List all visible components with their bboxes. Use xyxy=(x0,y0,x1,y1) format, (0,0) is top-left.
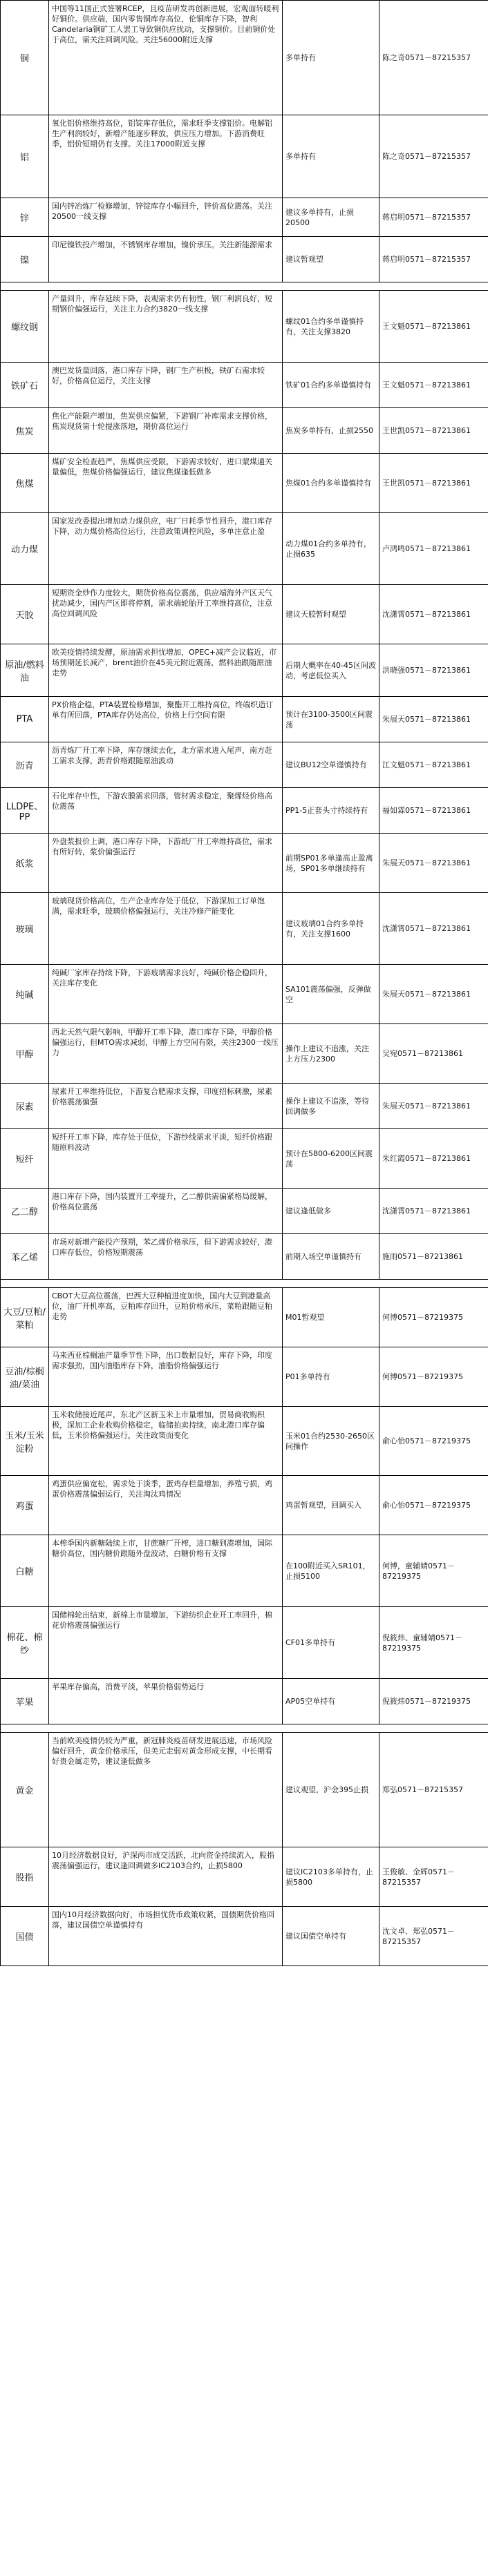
analyst-contact: 福如霖0571－87213861 xyxy=(379,788,488,834)
market-view: 国储棉轮出结束，新棉上市量增加，下游纺织企业开工率回升，棉花价格震荡偏强运行 xyxy=(49,1607,283,1679)
analyst-contact: 王世凯0571－87213861 xyxy=(379,454,488,513)
table-row xyxy=(1,237,488,282)
analyst-contact: 蒋启明0571－87215357 xyxy=(379,198,488,237)
market-view: 沥青炼厂开工率下降，库存继续去化，北方需求进入尾声，南方赶工需求支撑，沥青价格跟随原油波动 xyxy=(49,742,283,788)
strategy: 建议IC2103多单持有，止损5800 xyxy=(283,1847,379,1907)
section-divider xyxy=(1,1724,488,1733)
market-view: 焦化产能限产增加，焦炭供应偏紧，下游钢厂补库需求支撑价格，焦炭现货第十轮提涨落地，期价高位运行 xyxy=(49,408,283,454)
commodity-name: 黄金 xyxy=(1,1733,49,1847)
analyst-contact: 蒋启明0571－87215357 xyxy=(379,237,488,282)
market-view: 外盘浆报价上调，港口库存下降，下游纸厂开工率维持高位，需求有所好转，浆价偏强运行 xyxy=(49,834,283,893)
commodity-name: 焦煤 xyxy=(1,454,49,513)
analyst-contact: 郑弘0571－87215357 xyxy=(379,1733,488,1847)
commodity-name: 大豆/豆粕/菜粕 xyxy=(1,1288,49,1347)
table-row xyxy=(1,644,488,697)
commodity-name: 苹果 xyxy=(1,1679,49,1724)
commodity-name: 原油/燃料油 xyxy=(1,644,49,697)
commodity-name: 动力煤 xyxy=(1,513,49,585)
market-view: 中国等11国正式签署RCEP，且疫苗研发再创新进展，宏观面转暖利好铜价。供应端，国内零售铜库存高位，伦铜库存下降，智利Candelaria铜矿工人罢工导致铜供应扰动，支撑铜价。目前铜价处于高位，需关注回调风险。关注56000附近支撑 xyxy=(49,1,283,115)
market-view: PX价格企稳，PTA装置检修增加，聚酯开工维持高位，终端织造订单有所回落，PTA库存仍处高位，价格上行空间有限 xyxy=(49,697,283,742)
strategy: 建议暂观望 xyxy=(283,237,379,282)
strategy: 焦煤01合约多单谨慎持有 xyxy=(283,454,379,513)
market-view: 当前欧美疫情仍较为严重，新冠肺炎疫苗研发进展迅速，市场风险偏好回升，黄金价格承压，但美元走弱对黄金形成支撑，中长期看好贵金属走势，建议逢低做多 xyxy=(49,1733,283,1847)
section-divider xyxy=(1,1280,488,1288)
market-view: 产量回升，库存延续下降，表观需求仍有韧性，钢厂利润良好，短期钢价偏强运行，关注主力合约3820一线支撑 xyxy=(49,291,283,363)
table-row xyxy=(1,1847,488,1907)
strategy: 铁矿01合约多单谨慎持有 xyxy=(283,363,379,408)
commodity-name: 豆油/棕榈油/菜油 xyxy=(1,1347,49,1407)
commodity-name: LLDPE、PP xyxy=(1,788,49,834)
table-body xyxy=(1,1,488,1966)
strategy: 在100附近买入SR101，止损5100 xyxy=(283,1535,379,1607)
strategy: 建议玻璃01合约多单持有，关注支撑1600 xyxy=(283,893,379,965)
section-divider-cell xyxy=(1,282,488,291)
strategy: P01多单持有 xyxy=(283,1347,379,1407)
strategy: 建议逢低做多 xyxy=(283,1189,379,1234)
commodity-name: 玉米/玉米淀粉 xyxy=(1,1407,49,1476)
table-row xyxy=(1,893,488,965)
section-divider xyxy=(1,282,488,291)
table-row xyxy=(1,965,488,1024)
strategy: 螺纹01合约多单谨慎持有，关注支撑3820 xyxy=(283,291,379,363)
analyst-contact: 何博0571－87219375 xyxy=(379,1347,488,1407)
strategy: 建议多单持有，止损20500 xyxy=(283,198,379,237)
market-view: 印尼镍铁投产增加，不锈钢库存增加，镍价承压。关注新能源需求 xyxy=(49,237,283,282)
strategy: 建议国债空单持有 xyxy=(283,1907,379,1966)
market-view: 西北天然气限气影响，甲醇开工率下降，港口库存下降，甲醇价格偏强运行，但MTO需求减弱，甲醇上方空间有限，关注2300一线压力 xyxy=(49,1024,283,1084)
market-view: 马来西亚棕榈油产量季节性下降，出口数据良好，库存下降，印度需求强劲，国内油脂库存下降，油脂价格偏强运行 xyxy=(49,1347,283,1407)
strategy: SA101震荡偏强，反弹做空 xyxy=(283,965,379,1024)
table-row xyxy=(1,198,488,237)
table-row xyxy=(1,454,488,513)
analyst-contact: 沈潇霄0571－87213861 xyxy=(379,1189,488,1234)
table-row xyxy=(1,1288,488,1347)
section-divider-cell xyxy=(1,1724,488,1733)
analyst-contact: 王文魁0571－87213861 xyxy=(379,363,488,408)
commodity-name: 股指 xyxy=(1,1847,49,1907)
strategy: 动力煤01合约多单持有，止损635 xyxy=(283,513,379,585)
table-row xyxy=(1,291,488,363)
analyst-contact: 朱展天0571－87213861 xyxy=(379,1084,488,1129)
market-view: 玉米收储接近尾声，东北产区新玉米上市量增加，贸易商收购积极，深加工企业收购价格稳定，临储拍卖持续，南北港口库存偏低，玉米价格偏强运行，关注政策面变化 xyxy=(49,1407,283,1476)
strategy: 后期大概率在40-45区间波动，考虑低位买入 xyxy=(283,644,379,697)
market-view: 短期资金炒作力度较大，期货价格高位震荡，供应端海外产区天气扰动减少，国内产区即将停割，需求端轮胎开工率维持高位，注意高位回调风险 xyxy=(49,585,283,644)
analyst-contact: 沈文卓、郑弘0571－87215357 xyxy=(379,1907,488,1966)
commodity-name: 尿素 xyxy=(1,1084,49,1129)
analyst-contact: 朱展天0571－87213861 xyxy=(379,834,488,893)
table-row xyxy=(1,1679,488,1724)
market-view: 本榨季国内新糖陆续上市，甘蔗糖厂开榨，进口糖到港增加，国际糖价高位，国内糖价跟随外盘波动，白糖价格有支撑 xyxy=(49,1535,283,1607)
table-row xyxy=(1,115,488,198)
commodity-name: 铜 xyxy=(1,1,49,115)
commodity-name: 纯碱 xyxy=(1,965,49,1024)
market-view: 短纤开工率下降，库存处于低位，下游纱线需求平淡，短纤价格跟随原料波动 xyxy=(49,1129,283,1189)
analyst-contact: 沈潇霄0571－87213861 xyxy=(379,585,488,644)
strategy: 鸡蛋暂观望，回调买入 xyxy=(283,1476,379,1535)
market-view: 鸡蛋供应偏宽松，需求处于淡季，蛋鸡存栏量增加，养殖亏损，鸡蛋价格震荡偏弱运行，关注淘汰鸡情况 xyxy=(49,1476,283,1535)
analyst-contact: 倪筱炜0571－87219375 xyxy=(379,1679,488,1724)
market-view: 氧化铝价格维持高位，铝锭库存低位，需求旺季支撑铝价。电解铝生产利润较好，新增产能逐步释放，供应压力增加。下游消费旺季，铝价短期仍有支撑。关注17000附近支撑 xyxy=(49,115,283,198)
strategy: 操作上建议不追涨，关注上方压力2300 xyxy=(283,1024,379,1084)
market-view: 石化库存中性，下游农膜需求回落，管材需求稳定，聚烯烃价格高位震荡 xyxy=(49,788,283,834)
strategy: 建议BU12空单谨慎持有 xyxy=(283,742,379,788)
commodity-name: 天胶 xyxy=(1,585,49,644)
commodity-name: PTA xyxy=(1,697,49,742)
market-view: 市场对新增产能投产预期，苯乙烯价格承压，但下游需求较好，港口库存低位，价格短期震荡 xyxy=(49,1234,283,1280)
commodity-name: 焦炭 xyxy=(1,408,49,454)
commodity-name: 棉花、棉纱 xyxy=(1,1607,49,1679)
commodity-name: 国债 xyxy=(1,1907,49,1966)
table-row xyxy=(1,1024,488,1084)
commodity-name: 苯乙烯 xyxy=(1,1234,49,1280)
table-row xyxy=(1,1535,488,1607)
table-row xyxy=(1,742,488,788)
strategy: 操作上建议不追涨，等待回调做多 xyxy=(283,1084,379,1129)
strategy: 多单持有 xyxy=(283,115,379,198)
strategy: 预计在3100-3500区间震荡 xyxy=(283,697,379,742)
analyst-contact: 何博0571－87219375 xyxy=(379,1288,488,1347)
analyst-contact: 俞心怡0571－87219375 xyxy=(379,1476,488,1535)
table-row xyxy=(1,1129,488,1189)
table-row xyxy=(1,408,488,454)
analyst-contact: 倪筱炜、童辅婧0571－87219375 xyxy=(379,1607,488,1679)
commodity-name: 锌 xyxy=(1,198,49,237)
analyst-contact: 俞心怡0571－87219375 xyxy=(379,1407,488,1476)
market-view: 玻璃现货价格高位，生产企业库存处于低位，下游深加工订单饱满，需求旺季，玻璃价格偏强运行，关注冷修产能变化 xyxy=(49,893,283,965)
table-row xyxy=(1,585,488,644)
market-view: 苹果库存偏高，消费平淡，苹果价格弱势运行 xyxy=(49,1679,283,1724)
analyst-contact: 王俊敏、金辉0571－87215357 xyxy=(379,1847,488,1907)
commodity-name: 沥青 xyxy=(1,742,49,788)
table-row xyxy=(1,363,488,408)
table-row xyxy=(1,1407,488,1476)
analyst-contact: 施雨0571－87213861 xyxy=(379,1234,488,1280)
commodity-name: 乙二醇 xyxy=(1,1189,49,1234)
table-row xyxy=(1,1733,488,1847)
table-row xyxy=(1,788,488,834)
commodity-name: 纸浆 xyxy=(1,834,49,893)
commodity-name: 镍 xyxy=(1,237,49,282)
strategy: 建议观望，沪金395止损 xyxy=(283,1733,379,1847)
strategy: 预计在5800-6200区间震荡 xyxy=(283,1129,379,1189)
table-row xyxy=(1,1907,488,1966)
market-view: 尿素开工率维持低位，下游复合肥需求支撑，印度招标刺激，尿素价格震荡偏强 xyxy=(49,1084,283,1129)
analyst-contact: 卢鸿鸣0571－87213861 xyxy=(379,513,488,585)
table-row xyxy=(1,1189,488,1234)
commodity-name: 短纤 xyxy=(1,1129,49,1189)
market-view: 港口库存下降，国内装置开工率提升，乙二醇供需偏紧格局缓解，价格高位震荡 xyxy=(49,1189,283,1234)
table-row xyxy=(1,1607,488,1679)
section-divider-cell xyxy=(1,1280,488,1288)
strategy: 前期SP01多单逢高止盈离场，SP01多单继续持有 xyxy=(283,834,379,893)
commodity-name: 甲醇 xyxy=(1,1024,49,1084)
market-view: CBOT大豆高位震荡，巴西大豆种植进度加快，国内大豆到港量高位，油厂开机率高，豆粕库存回升，豆粕价格承压，菜粕跟随豆粕走势 xyxy=(49,1288,283,1347)
strategy: PP1-5正套头寸持续持有 xyxy=(283,788,379,834)
table-row xyxy=(1,1476,488,1535)
analyst-contact: 江文魁0571－87213861 xyxy=(379,742,488,788)
analyst-contact: 朱展天0571－87213861 xyxy=(379,697,488,742)
table-row xyxy=(1,513,488,585)
market-view: 10月经济数据良好，沪深两市成交活跃，北向资金持续流入，股指震荡偏强运行，建议逢回调做多IC2103合约，止损5800 xyxy=(49,1847,283,1907)
strategy: AP05空单持有 xyxy=(283,1679,379,1724)
table-row xyxy=(1,697,488,742)
analyst-contact: 朱红霞0571－87213861 xyxy=(379,1129,488,1189)
commodity-name: 铝 xyxy=(1,115,49,198)
analyst-contact: 王世凯0571－87213861 xyxy=(379,408,488,454)
commodity-name: 玻璃 xyxy=(1,893,49,965)
analyst-contact: 洪晓强0571－87213861 xyxy=(379,644,488,697)
commodity-name: 白糖 xyxy=(1,1535,49,1607)
analyst-contact: 沈潇霄0571－87213861 xyxy=(379,893,488,965)
analyst-contact: 吴宛0571－87213861 xyxy=(379,1024,488,1084)
strategy: CF01多单持有 xyxy=(283,1607,379,1679)
commodity-name: 螺纹钢 xyxy=(1,291,49,363)
strategy: 焦炭多单持有，止损2550 xyxy=(283,408,379,454)
table-row xyxy=(1,1347,488,1407)
commodity-name: 铁矿石 xyxy=(1,363,49,408)
strategy: 多单持有 xyxy=(283,1,379,115)
table-row xyxy=(1,1084,488,1129)
commodity-name: 鸡蛋 xyxy=(1,1476,49,1535)
market-view: 国内锌冶炼厂检修增加，锌锭库存小幅回升，锌价高位震荡。关注20500一线支撑 xyxy=(49,198,283,237)
market-view: 纯碱厂家库存持续下降，下游玻璃需求良好，纯碱价格企稳回升，关注库存变化 xyxy=(49,965,283,1024)
market-view: 欧美疫情持续发酵，原油需求担忧增加，OPEC+减产会议临近，市场预期延长减产，brent油价在45美元附近震荡，燃料油跟随原油走势 xyxy=(49,644,283,697)
analyst-contact: 陈之奇0571－87215357 xyxy=(379,115,488,198)
strategy: 前期入场空单谨慎持有 xyxy=(283,1234,379,1280)
market-view: 澳巴发货量回落，港口库存下降，钢厂生产积极，铁矿石需求较好，价格高位运行，关注支撑 xyxy=(49,363,283,408)
table-row xyxy=(1,834,488,893)
strategy: 建议天胶暂时观望 xyxy=(283,585,379,644)
market-view: 国家发改委提出增加动力煤供应，电厂日耗季节性回升，港口库存下降，动力煤价格高位运行，注意政策调控风险，多单注意止盈 xyxy=(49,513,283,585)
strategy: M01暂观望 xyxy=(283,1288,379,1347)
analyst-contact: 陈之奇0571－87215357 xyxy=(379,1,488,115)
analyst-contact: 何博，童辅婧0571－87219375 xyxy=(379,1535,488,1607)
market-view: 国内10月经济数据向好，市场担忧货币政策收紧，国债期货价格回落，建议国债空单谨慎持有 xyxy=(49,1907,283,1966)
table-row xyxy=(1,1,488,115)
analyst-contact: 王文魁0571－87213861 xyxy=(379,291,488,363)
table-row xyxy=(1,1234,488,1280)
analyst-contact: 朱展天0571－87213861 xyxy=(379,965,488,1024)
strategy: 玉米01合约2530-2650区间操作 xyxy=(283,1407,379,1476)
market-view: 煤矿安全检查趋严，焦煤供应受限，下游需求较好，进口蒙煤通关量偏低，焦煤价格偏强运行，建议焦煤逢低做多 xyxy=(49,454,283,513)
